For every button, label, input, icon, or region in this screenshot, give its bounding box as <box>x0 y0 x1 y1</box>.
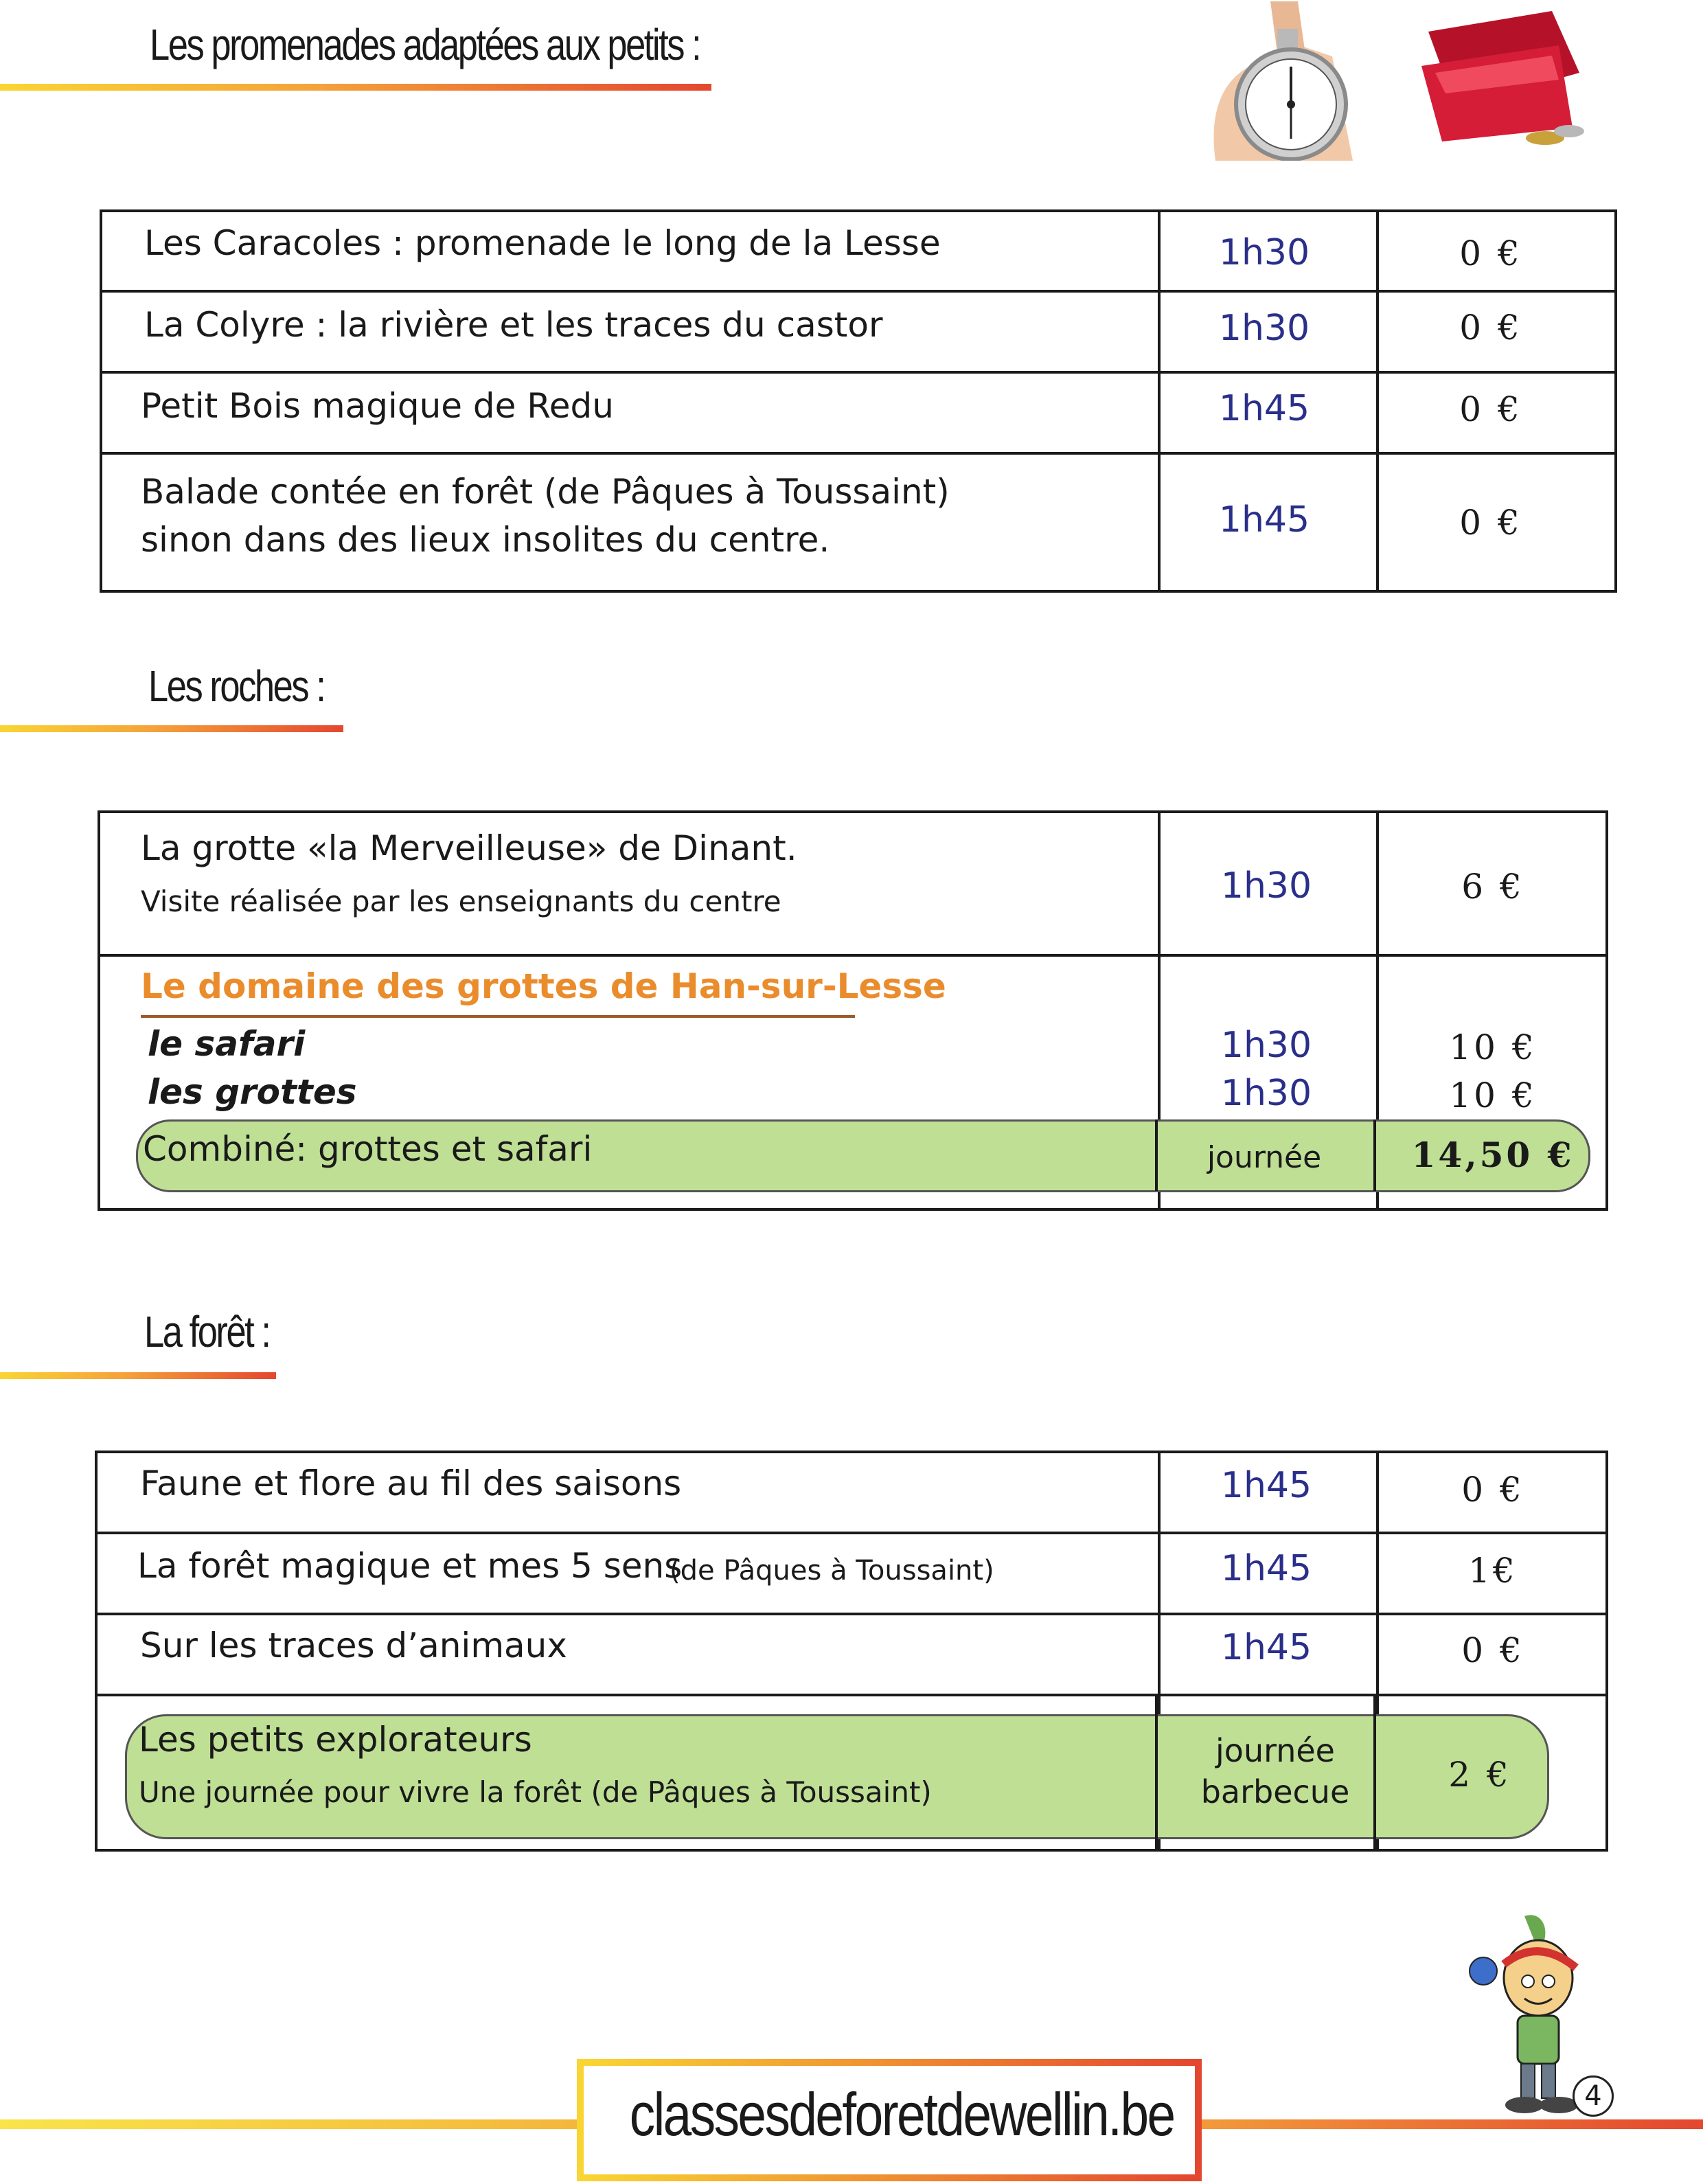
duration-cell: 1h30 <box>1220 865 1312 907</box>
duration-cell: 1h30 <box>1218 232 1310 273</box>
title-underline <box>0 84 711 91</box>
footer-bar-right <box>1202 2119 1703 2129</box>
explorateurs-label: Les petits explorateurs <box>139 1720 532 1760</box>
table-row-label: Balade contée en forêt (de Pâques à Toussaint) <box>141 472 950 512</box>
title-underline <box>0 1372 276 1379</box>
footer-bar-left <box>0 2119 584 2129</box>
duration-cell: 1h45 <box>1220 1465 1312 1506</box>
duration-cell: 1h45 <box>1218 499 1310 541</box>
grottes-label: les grottes <box>148 1072 357 1112</box>
section-title-foret: La forêt : <box>144 1307 270 1356</box>
table-row-sublabel: Visite réalisée par les enseignants du centre <box>141 885 781 918</box>
table-row-note: (de Pâques à Toussaint) <box>670 1555 994 1586</box>
explorateurs-price: 2 € <box>1448 1755 1511 1795</box>
price-cell: 0 € <box>1461 1630 1524 1670</box>
han-heading-underline <box>141 1015 855 1018</box>
explorateurs-divider <box>1155 1694 1158 1849</box>
page-number: 4 <box>1573 2075 1614 2117</box>
price-cell: 0 € <box>1461 1470 1524 1510</box>
table-row-label: Petit Bois magique de Redu <box>141 386 614 426</box>
table-row-label: Sur les traces d’animaux <box>140 1626 567 1665</box>
price-cell: 0 € <box>1459 389 1522 429</box>
combined-duration: journée <box>1207 1140 1322 1175</box>
table-row-label: La Colyre : la rivière et les traces du castor <box>144 305 883 345</box>
han-heading: Le domaine des grottes de Han-sur-Lesse <box>141 966 946 1006</box>
duration-cell: 1h30 <box>1220 1073 1312 1114</box>
explorateurs-duration-2: barbecue <box>1200 1773 1350 1810</box>
title-underline <box>0 725 343 732</box>
wallet-icon <box>1415 4 1586 148</box>
table-row-label-line2: sinon dans des lieux insolites du centre. <box>141 520 830 560</box>
duration-cell: 1h45 <box>1218 388 1310 429</box>
price-cell: 10 € <box>1449 1027 1537 1067</box>
table-row-label: Faune et flore au fil des saisons <box>140 1464 682 1503</box>
explorateurs-duration: journée <box>1215 1732 1335 1769</box>
stopwatch-icon <box>1195 1 1357 161</box>
price-cell: 0 € <box>1459 234 1522 273</box>
table-row-label: Les Caracoles : promenade le long de la Lesse <box>144 223 941 263</box>
table-row-label: La forêt magique et mes 5 sens <box>137 1546 683 1586</box>
price-cell: 0 € <box>1459 503 1522 543</box>
price-cell: 0 € <box>1459 308 1522 348</box>
combined-label: Combiné: grottes et safari <box>143 1129 593 1169</box>
explorateurs-sublabel: Une journée pour vivre la forêt (de Pâques à Toussaint) <box>139 1775 932 1809</box>
table-row-label: La grotte «la Merveilleuse» de Dinant. <box>141 828 797 868</box>
section-title-promenades: Les promenades adaptées aux petits : <box>150 20 700 69</box>
duration-cell: 1h30 <box>1220 1025 1312 1066</box>
safari-label: le safari <box>148 1024 306 1064</box>
combined-price: 14,50 € <box>1411 1135 1575 1175</box>
duration-cell: 1h45 <box>1220 1627 1312 1668</box>
duration-cell: 1h30 <box>1218 308 1310 349</box>
price-cell: 1€ <box>1468 1551 1518 1591</box>
price-cell: 6 € <box>1461 867 1524 907</box>
duration-cell: 1h45 <box>1220 1548 1312 1589</box>
price-cell: 10 € <box>1449 1076 1537 1115</box>
website-link[interactable]: classesdeforetdewellin.be <box>629 2080 1174 2148</box>
section-title-roches: Les roches : <box>148 661 325 711</box>
